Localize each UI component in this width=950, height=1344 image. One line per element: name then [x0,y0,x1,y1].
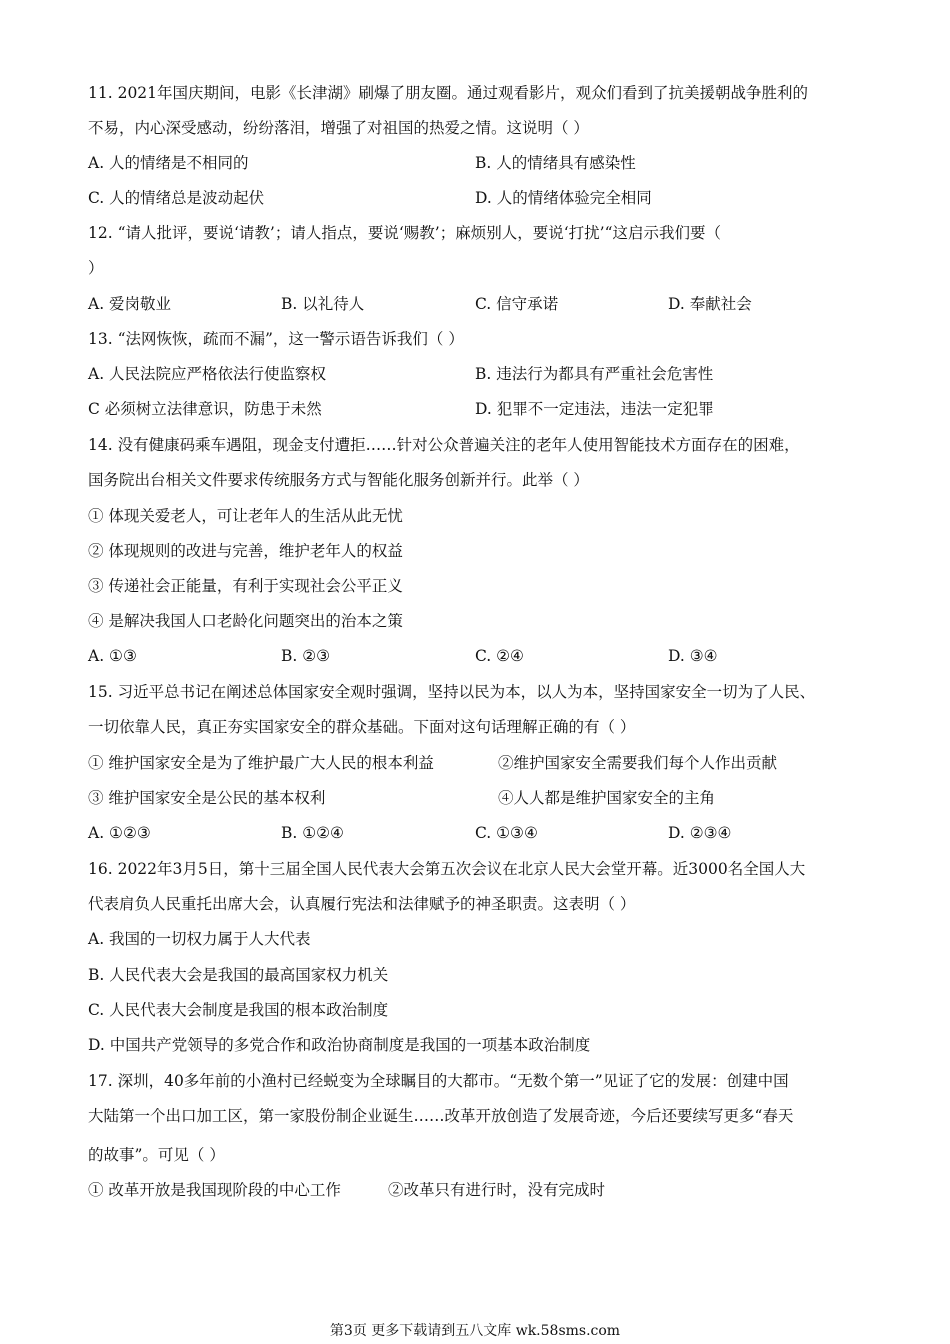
q15-option-b: B. ①②④ [281,824,344,842]
q13-option-b: B. 违法行为都具有严重社会危害性 [475,365,714,383]
q15-item-3: ③ 维护国家安全是公民的基本权利 [88,789,326,807]
q17-stem-line1: 17. 深圳，40多年前的小渔村已经蜕变为全球瞩目的大都市。“无数个第一”见证了它的发展：创建中国 [88,1072,789,1090]
q17-item-1: ① 改革开放是我国现阶段的中心工作 [88,1181,341,1199]
q15-option-c: C. ①③④ [475,824,538,842]
q13-option-a: A. 人民法院应严格依法行使监察权 [88,365,327,383]
q15-stem-line1: 15. 习近平总书记在阐述总体国家安全观时强调，坚持以民为本，以人为本，坚持国家安全一切为了人民、 [88,683,816,701]
q11-option-c: C. 人的情绪总是波动起伏 [88,189,265,207]
q12-stem-line2: ） [88,259,104,277]
q15-stem-line2: 一切依靠人民，真正夯实国家安全的群众基础。下面对这句话理解正确的有（ ） [88,718,636,736]
q15-item-2: ②维护国家安全需要我们每个人作出贡献 [498,754,778,772]
q13-option-d: D. 犯罪不一定违法，违法一定犯罪 [475,400,714,418]
q14-option-b: B. ②③ [281,647,331,665]
q16-option-b: B. 人民代表大会是我国的最高国家权力机关 [88,966,389,984]
q12-stem-line1: 12. “请人批评，要说‘请教’；请人指点，要说‘赐教’；麻烦别人，要说‘打扰’“这启示我们要（ [88,224,721,242]
q11-option-d: D. 人的情绪体验完全相同 [475,189,652,207]
q16-stem-line2: 代表肩负人民重托出席大会，认真履行宪法和法律赋予的神圣职责。这表明（ ） [88,895,636,913]
q11-stem-line1: 11. 2021年国庆期间，电影《长津湖》刷爆了朋友圈。通过观看影片，观众们看到了抗美援朝战争胜利的 [88,84,809,102]
q14-item-1: ① 体现关爱老人，可让老年人的生活从此无忧 [88,507,403,525]
q12-option-c: C. 信守承诺 [475,295,559,313]
q17-item-2: ②改革只有进行时，没有完成时 [388,1181,606,1199]
q11-option-b: B. 人的情绪具有感染性 [475,154,636,172]
q15-option-d: D. ②③④ [668,824,732,842]
q16-option-d: D. 中国共产党领导的多党合作和政治协商制度是我国的一项基本政治制度 [88,1036,591,1054]
q17-stem-line3: 的故事”。可见（ ） [88,1146,225,1164]
q12-option-b: B. 以礼待人 [281,295,365,313]
q15-item-4: ④人人都是维护国家安全的主角 [498,789,716,807]
q14-option-a: A. ①③ [88,647,137,665]
q16-stem-line1: 16. 2022年3月5日，第十三届全国人民代表大会第五次会议在北京人民大会堂开幕。近3000名全国人大 [88,860,806,878]
q14-option-c: C. ②④ [475,647,524,665]
q17-stem-line2: 大陆第一个出口加工区，第一家股份制企业诞生……改革开放创造了发展奇迹，今后还要续写更多“春天 [88,1107,794,1125]
q14-stem-line2: 国务院出台相关文件要求传统服务方式与智能化服务创新并行。此举（ ） [88,471,589,489]
q14-item-3: ③ 传递社会正能量，有利于实现社会公平正义 [88,577,403,595]
q14-stem-line1: 14. 没有健康码乘车遇阻，现金支付遭拒……针对公众普遍关注的老年人使用智能技术方面存在的困难， [88,436,800,454]
q11-stem-line2: 不易，内心深受感动，纷纷落泪，增强了对祖国的热爱之情。这说明（ ） [88,119,589,137]
q14-item-4: ④ 是解决我国人口老龄化问题突出的治本之策 [88,612,403,630]
q14-option-d: D. ③④ [668,647,718,665]
q14-item-2: ② 体现规则的改进与完善，维护老年人的权益 [88,542,403,560]
q11-option-a: A. 人的情绪是不相同的 [88,154,249,172]
q13-stem-line1: 13. “法网恢恢，疏而不漏”，这一警示语告诉我们（ ） [88,330,464,348]
q12-option-a: A. 爱岗敬业 [88,295,172,313]
q16-option-c: C. 人民代表大会制度是我国的根本政治制度 [88,1001,389,1019]
q13-option-c: C 必须树立法律意识，防患于未然 [88,400,322,418]
q12-option-d: D. 奉献社会 [668,295,752,313]
q16-option-a: A. 我国的一切权力属于人大代表 [88,930,311,948]
q15-option-a: A. ①②③ [88,824,151,842]
page-footer: 第3页 更多下载请到五八文库 wk.58sms.com [329,1323,621,1339]
q15-item-1: ① 维护国家安全是为了维护最广大人民的根本利益 [88,754,434,772]
